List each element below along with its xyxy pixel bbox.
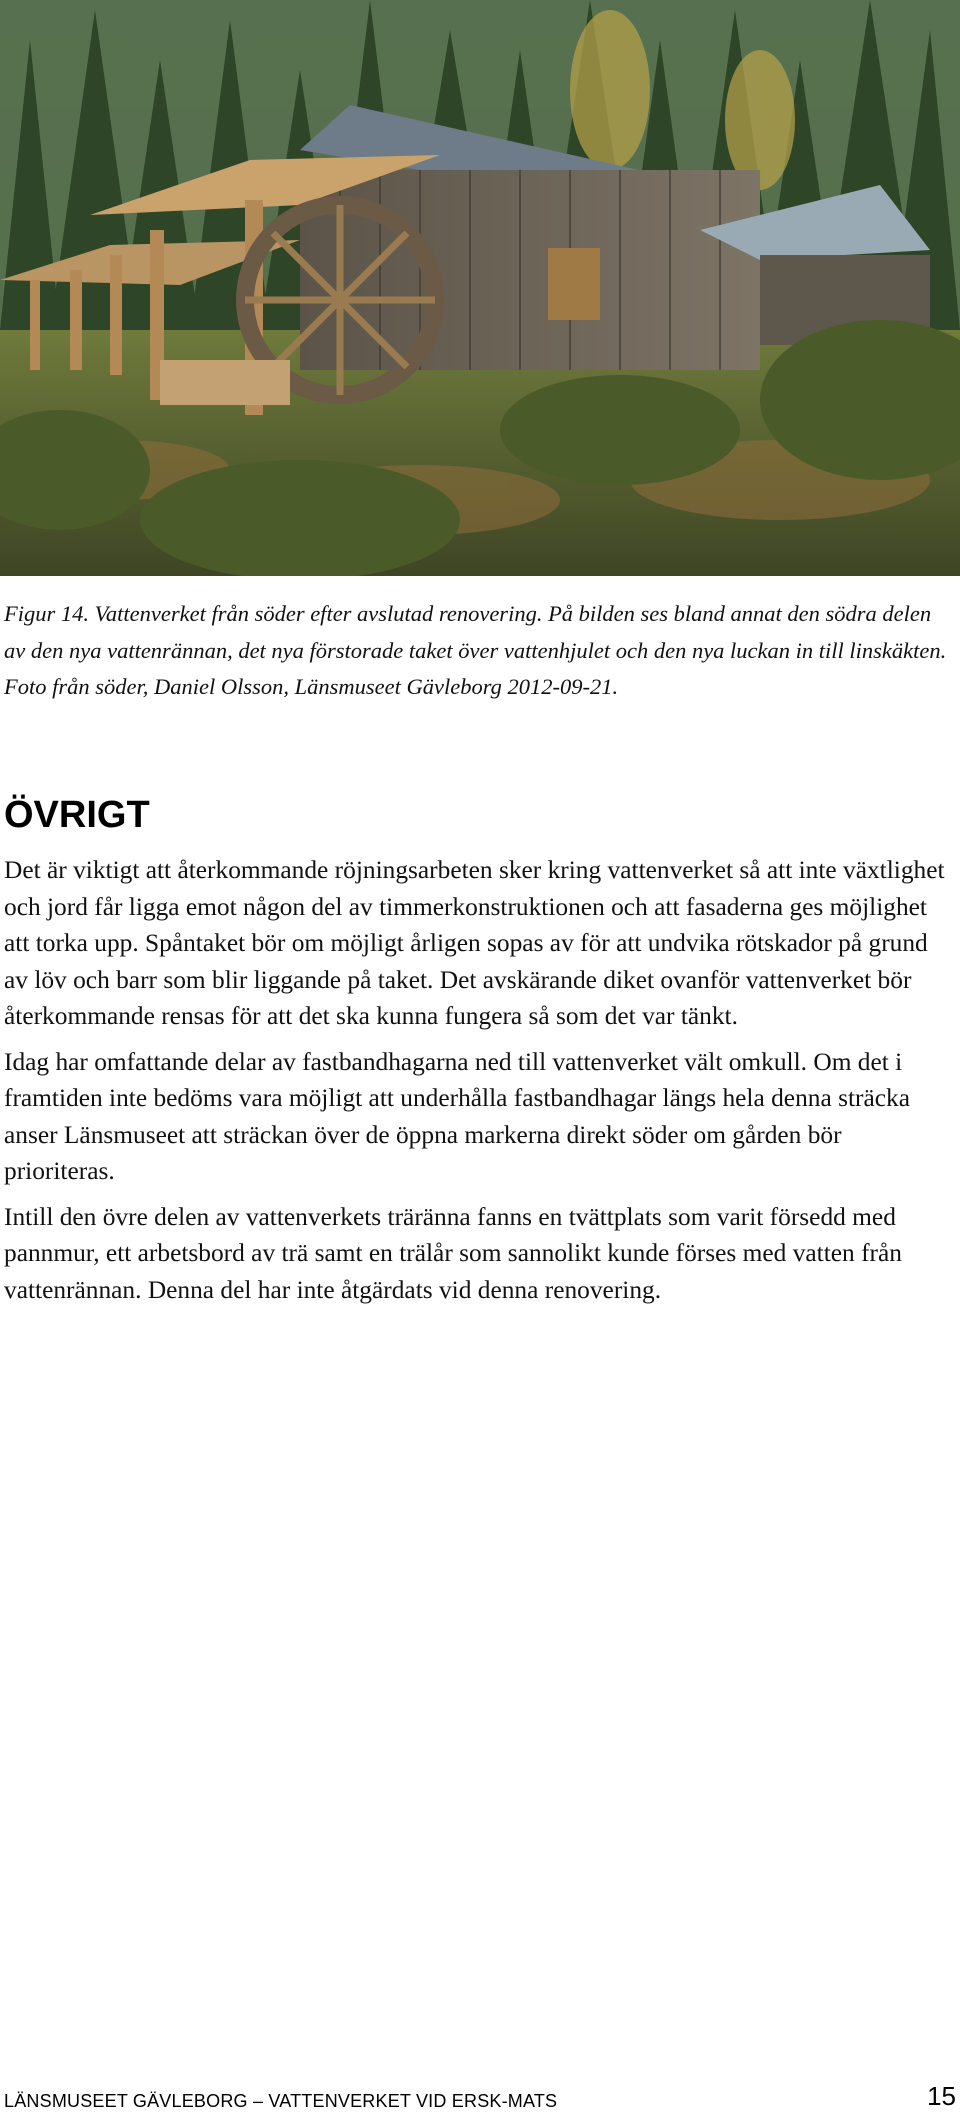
figure-caption: Figur 14. Vattenverket från söder efter avslutad renovering. På bilden ses bland annat den södra delen av den nya vattenrännan, det nya förstorade taket över vattenhjulet och den nya luckan in till linskäkten. Foto från söder, Daniel Olsson, Länsmuseet Gävleborg 2012-09-21. (4, 601, 947, 699)
figure-photo (0, 0, 960, 576)
section-body (4, 852, 958, 1317)
body-paragraph: Idag har omfattande delar av fastbandhagarna ned till vattenverket vält omkull. Om det i framtiden inte bedöms vara möjligt att underhålla fastbandhagar längs hela denna sträcka anser Länsmuseet att sträckan över de öppna markerna direkt söder om gården bör prioriteras. (4, 1047, 910, 1185)
watermill-photo-illustration (0, 0, 960, 576)
body-paragraph: Det är viktigt att återkommande röjningsarbeten sker kring vattenverket så att inte växtlighet och jord får ligga emot någon del av timmerkonstruktionen och att fasaderna ges möjlighet att torka upp. Spåntaket bör om möjligt årligen sopas av för att undvika rötskador på grund av löv och barr som blir liggande på taket. Det avskärande diket ovanför vattenverket bör återkommande rensas för att det ska kunna fungera så som det var tänkt. (4, 856, 945, 1030)
body-paragraph: Intill den övre delen av vattenverkets träränna fanns en tvättplats som varit försedd med pannmur, ett arbetsbord av trä samt en trälår som sannolikt kunde förses med vatten från vattenrännan. Denna del har inte åtgärdats vid denna renovering. (4, 1202, 902, 1304)
page-number: 15 (927, 2081, 956, 2111)
footer-label: LÄNSMUSEET GÄVLEBORG – VATTENVERKET VID ERSK-MATS (4, 2091, 558, 2111)
section-heading: ÖVRIGT (4, 794, 150, 836)
